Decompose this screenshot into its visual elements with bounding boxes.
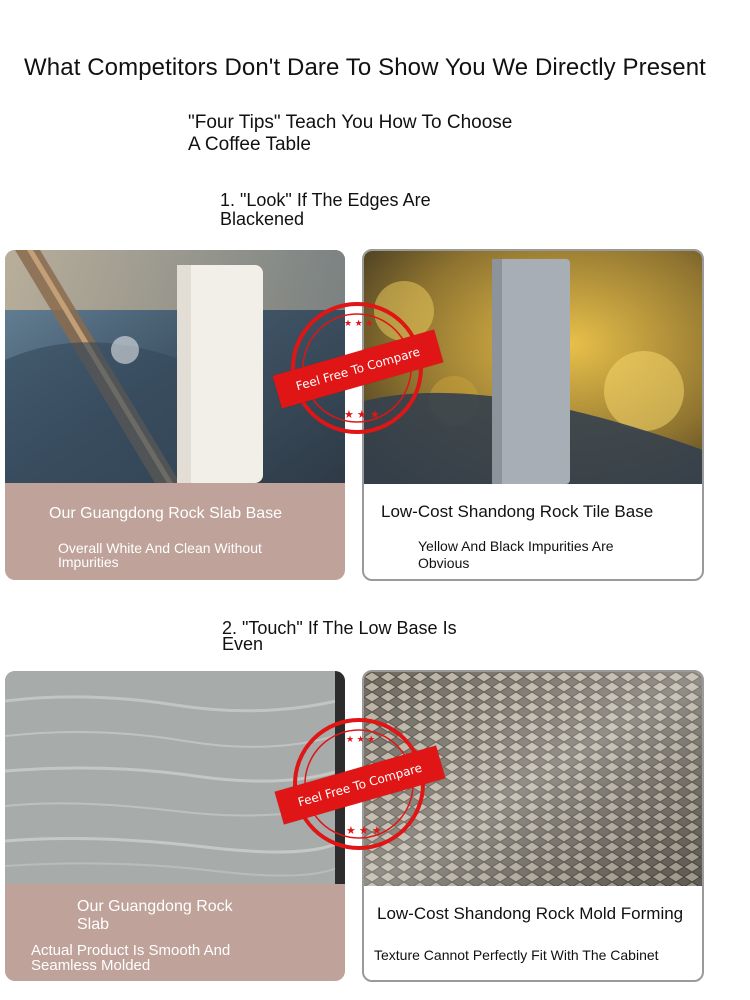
- theirs-base-text: Texture Cannot Perfectly Fit With The Cabinet: [374, 947, 659, 963]
- stamp-stars-icon: ★ ★ ★: [344, 318, 374, 328]
- page-subtitle: "Four Tips" Teach You How To Choose A Coffee Table: [188, 112, 513, 155]
- svg-text:★ ★ ★: ★ ★ ★: [344, 409, 380, 421]
- tip-heading-touch: 2. "Touch" If The Low Base Is Even: [222, 618, 457, 654]
- ours-edge-text: Overall White And Clean Without Impurities: [58, 540, 262, 570]
- ours-edge-title: Our Guangdong Rock Slab Base: [49, 505, 283, 522]
- stamp-label: Feel Free To Compare: [294, 344, 422, 394]
- stamp-stars-icon: ★ ★ ★: [346, 734, 376, 744]
- svg-text:★ ★ ★: ★ ★ ★: [346, 825, 382, 837]
- ours-base-text: Actual Product Is Smooth And Seamless Molded: [31, 942, 231, 974]
- compare-stamp-1: [282, 296, 432, 446]
- tip-heading-look: 1. "Look" If The Edges Are Blackened: [220, 190, 431, 229]
- theirs-edge-text: Yellow And Black Impurities Are Obvious: [418, 538, 614, 571]
- compare-stamp-2: [284, 712, 434, 862]
- page-headline: What Competitors Don't Dare To Show You We Directly Present: [24, 54, 706, 81]
- theirs-base-title: Low-Cost Shandong Rock Mold Forming: [377, 904, 684, 923]
- theirs-edge-title: Low-Cost Shandong Rock Tile Base: [381, 502, 654, 521]
- stamp-label: Feel Free To Compare: [296, 760, 424, 810]
- ours-base-title: Our Guangdong Rock Slab: [77, 898, 233, 933]
